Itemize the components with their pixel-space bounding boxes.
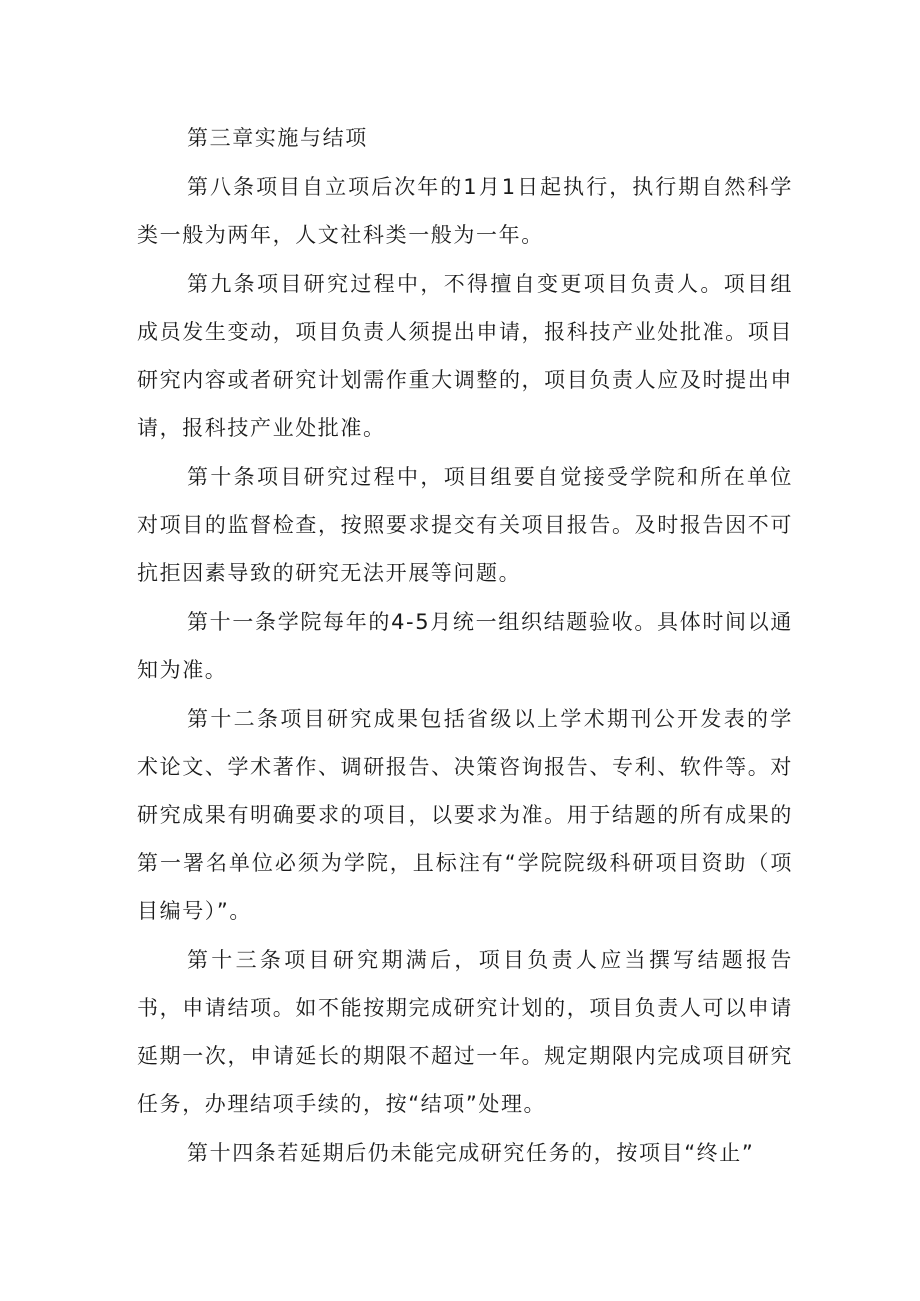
article-9: 第九条项目研究过程中，不得擅自变更项目负责人。项目组成员发生变动，项目负责人须提出申请，报科技产业处批准。项目研究内容或者研究计划需作重大调整的，项目负责人应及时提出申请，报科技产业处批准。 [137,272,793,440]
article-13: 第十三条项目研究期满后，项目负责人应当撰写结题报告书，申请结项。如不能按期完成研究计划的，项目负责人可以申请延期一次，申请延长的期限不超过一年。规定期限内完成项目研究任务，办理结项手续的，按“结项”处理。 [137,948,793,1116]
document-body [137,114,793,1178]
article-14: 第十四条若延期后仍未能完成研究任务的，按项目“终止” [187,1141,755,1165]
chapter-title: 第三章实施与结项 [187,126,368,150]
article-10: 第十条项目研究过程中，项目组要自觉接受学院和所在单位对项目的监督检查，按照要求提交有关项目报告。及时报告因不可抗拒因素导致的研究无法开展等问题。 [137,465,793,585]
article-12: 第十二条项目研究成果包括省级以上学术期刊公开发表的学术论文、学术著作、调研报告、决策咨询报告、专利、软件等。对研究成果有明确要求的项目，以要求为准。用于结题的所有成果的第一署名单位必须为学院，且标注有“学院院级科研项目资助（项目编号）”。 [137,707,793,923]
article-8: 第八条项目自立项后次年的1月1日起执行，执行期自然科学类一般为两年，人文社科类一般为一年。 [137,175,793,247]
article-11: 第十一条学院每年的4-5月统一组织结题验收。具体时间以通知为准。 [137,610,793,682]
